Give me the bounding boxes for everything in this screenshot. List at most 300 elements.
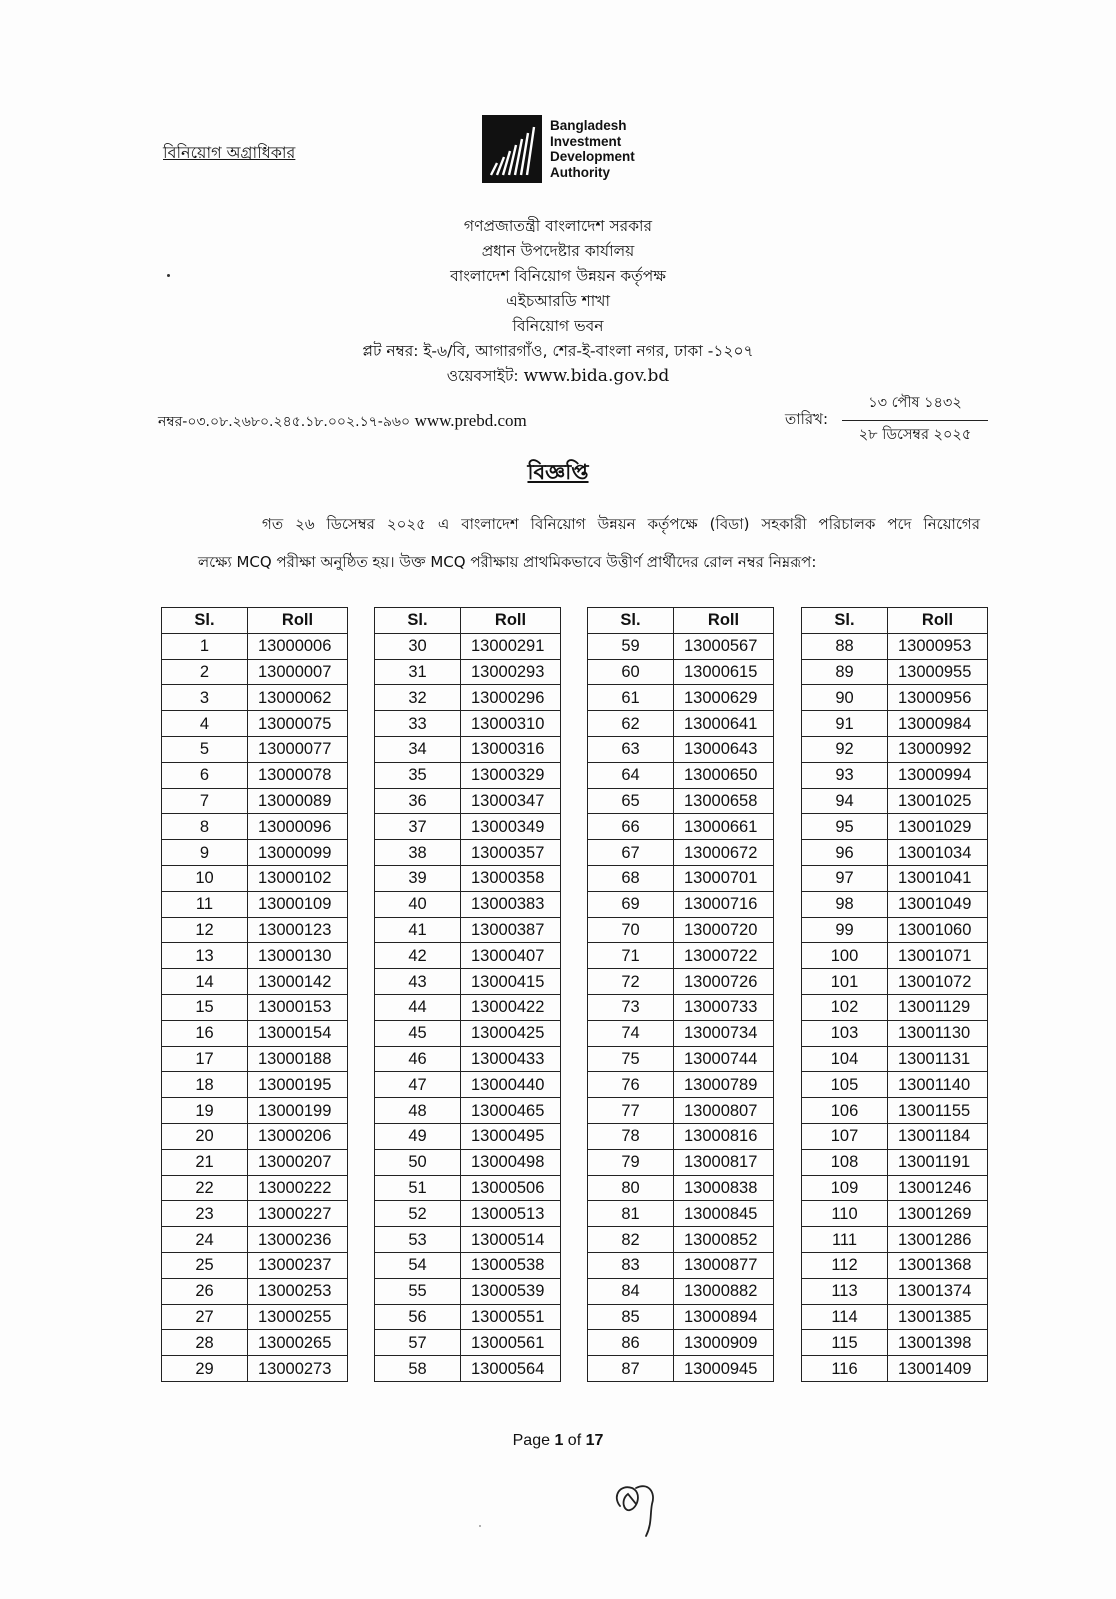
table-row: [375, 1278, 561, 1304]
roll-cell: 13000701: [674, 865, 774, 891]
logo-line: Authority: [550, 164, 610, 180]
table-row: [375, 1149, 561, 1175]
sl-cell: 26: [162, 1278, 248, 1304]
sl-cell: 45: [375, 1020, 461, 1046]
roll-cell: 13001130: [888, 1020, 988, 1046]
table-row: [802, 1046, 988, 1072]
sl-cell: 38: [375, 840, 461, 866]
sl-cell: 37: [375, 814, 461, 840]
table-row: [588, 917, 774, 943]
roll-cell: 13000407: [461, 943, 561, 969]
roll-cell: 13001155: [888, 1098, 988, 1124]
sl-cell: 8: [162, 814, 248, 840]
table-row: [162, 711, 348, 737]
table-row: [802, 685, 988, 711]
roll-cell: 13001385: [888, 1304, 988, 1330]
sl-cell: 19: [162, 1098, 248, 1124]
roll-cell: 13001398: [888, 1330, 988, 1356]
table-row: [375, 865, 561, 891]
roll-cell: 13000075: [248, 711, 348, 737]
roll-cell: 13000347: [461, 788, 561, 814]
roll-cell: 13000273: [248, 1356, 348, 1382]
logo-wordmark: [550, 118, 635, 180]
roll-cell: 13000816: [674, 1123, 774, 1149]
sl-cell: 65: [588, 788, 674, 814]
table-row: [375, 1304, 561, 1330]
roll-cell: 13001049: [888, 891, 988, 917]
sl-cell: 36: [375, 788, 461, 814]
table-row: [375, 1020, 561, 1046]
roll-cell: 13000877: [674, 1252, 774, 1278]
page-current: 1: [554, 1432, 564, 1449]
roll-cell: 13000227: [248, 1201, 348, 1227]
table-row: [375, 994, 561, 1020]
table-row: [162, 1149, 348, 1175]
sl-cell: 14: [162, 969, 248, 995]
website-url: www.bida.gov.bd: [523, 366, 670, 386]
table-row: [802, 1278, 988, 1304]
roll-table: [161, 607, 348, 1382]
table-row: [802, 1201, 988, 1227]
sl-cell: 22: [162, 1175, 248, 1201]
roll-cell: 13000329: [461, 762, 561, 788]
sl-cell: 55: [375, 1278, 461, 1304]
roll-cell: 13001129: [888, 994, 988, 1020]
roll-cell: 13000130: [248, 943, 348, 969]
sl-cell: 113: [802, 1278, 888, 1304]
table-row: [162, 1356, 348, 1382]
table-row: [802, 736, 988, 762]
table-header-row: [802, 608, 988, 634]
date-gregorian: ২৮ ডিসেম্বর ২০২৫: [858, 427, 972, 443]
roll-cell: 13000513: [461, 1201, 561, 1227]
table-row: [588, 659, 774, 685]
sl-cell: 104: [802, 1046, 888, 1072]
roll-cell: 13000945: [674, 1356, 774, 1382]
roll-cell: 13000142: [248, 969, 348, 995]
roll-cell: 13000643: [674, 736, 774, 762]
table-row: [802, 633, 988, 659]
roll-cell: 13001246: [888, 1175, 988, 1201]
sl-cell: 115: [802, 1330, 888, 1356]
sl-cell: 17: [162, 1046, 248, 1072]
office-address-block: [0, 214, 1116, 389]
sl-cell: 64: [588, 762, 674, 788]
roll-cell: 13000006: [248, 633, 348, 659]
roll-cell: 13001368: [888, 1252, 988, 1278]
sl-cell: 77: [588, 1098, 674, 1124]
logo-line: Bangladesh: [550, 118, 627, 133]
roll-cell: 13000658: [674, 788, 774, 814]
sl-cell: 109: [802, 1175, 888, 1201]
website-label: ওয়েবসাইট:: [446, 367, 524, 385]
roll-cell: 13000195: [248, 1072, 348, 1098]
sl-cell: 9: [162, 840, 248, 866]
sl-cell: 31: [375, 659, 461, 685]
roll-cell: 13000716: [674, 891, 774, 917]
table-row: [588, 994, 774, 1020]
department-label: বিনিয়োগ অগ্রাধিকার: [163, 143, 296, 162]
roll-cell: 13000123: [248, 917, 348, 943]
sl-cell: 59: [588, 633, 674, 659]
logo-line: Investment: [550, 133, 622, 149]
sl-cell: 101: [802, 969, 888, 995]
roll-table: [801, 607, 988, 1382]
roll-cell: 13000733: [674, 994, 774, 1020]
table-row: [162, 1046, 348, 1072]
table-row: [588, 633, 774, 659]
sl-cell: 108: [802, 1149, 888, 1175]
sl-cell: 72: [588, 969, 674, 995]
sl-cell: 73: [588, 994, 674, 1020]
roll-cell: 13000154: [248, 1020, 348, 1046]
table-row: [802, 917, 988, 943]
table-row: [588, 711, 774, 737]
roll-cell: 13000564: [461, 1356, 561, 1382]
sl-cell: 102: [802, 994, 888, 1020]
table-row: [375, 1252, 561, 1278]
sl-cell: 103: [802, 1020, 888, 1046]
roll-cell: 13000650: [674, 762, 774, 788]
table-row: [802, 1020, 988, 1046]
table-row: [162, 1278, 348, 1304]
table-row: [588, 1227, 774, 1253]
sl-header: Sl.: [162, 608, 248, 634]
sl-cell: 87: [588, 1356, 674, 1382]
sl-cell: 93: [802, 762, 888, 788]
building-line: বিনিয়োগ ভবন: [512, 317, 604, 335]
sl-cell: 7: [162, 788, 248, 814]
table-row: [162, 788, 348, 814]
logo-line: Development: [550, 149, 635, 164]
table-row: [588, 685, 774, 711]
sl-cell: 63: [588, 736, 674, 762]
roll-cell: 13000955: [888, 659, 988, 685]
roll-cell: 13000994: [888, 762, 988, 788]
table-row: [802, 788, 988, 814]
table-row: [375, 1330, 561, 1356]
table-row: [162, 1020, 348, 1046]
roll-cell: 13001191: [888, 1149, 988, 1175]
roll-cell: 13000293: [461, 659, 561, 685]
roll-cell: 13000514: [461, 1227, 561, 1253]
roll-cell: 13000422: [461, 994, 561, 1020]
sl-cell: 90: [802, 685, 888, 711]
table-row: [375, 633, 561, 659]
table-row: [162, 943, 348, 969]
roll-cell: 13000909: [674, 1330, 774, 1356]
table-row: [375, 1175, 561, 1201]
table-row: [588, 840, 774, 866]
roll-cell: 13001025: [888, 788, 988, 814]
table-row: [162, 633, 348, 659]
roll-cell: 13000291: [461, 633, 561, 659]
roll-cell: 13000222: [248, 1175, 348, 1201]
table-row: [162, 891, 348, 917]
roll-cell: 13000539: [461, 1278, 561, 1304]
scan-speck: [479, 1525, 481, 1527]
table-row: [375, 814, 561, 840]
sl-cell: 71: [588, 943, 674, 969]
roll-header: Roll: [888, 608, 988, 634]
roll-cell: 13000845: [674, 1201, 774, 1227]
table-row: [802, 840, 988, 866]
table-row: [588, 1046, 774, 1072]
table-row: [375, 659, 561, 685]
table-row: [802, 1356, 988, 1382]
sl-cell: 18: [162, 1072, 248, 1098]
roll-cell: 13000567: [674, 633, 774, 659]
sl-cell: 110: [802, 1201, 888, 1227]
sl-cell: 97: [802, 865, 888, 891]
table-row: [375, 917, 561, 943]
sl-cell: 105: [802, 1072, 888, 1098]
table-row: [588, 1098, 774, 1124]
page-of: of: [563, 1432, 586, 1449]
table-row: [802, 1098, 988, 1124]
roll-cell: 13000237: [248, 1252, 348, 1278]
roll-cell: 13001131: [888, 1046, 988, 1072]
table-row: [802, 1304, 988, 1330]
roll-header: Roll: [674, 608, 774, 634]
table-row: [802, 969, 988, 995]
memo-reference: [158, 410, 527, 434]
table-row: [375, 1098, 561, 1124]
table-row: [162, 1123, 348, 1149]
date-label: তারিখ:: [785, 410, 829, 428]
memo-number: নম্বর-০৩.০৮.২৬৮০.২৪৫.১৮.০০২.১৭-৯৬০: [158, 414, 411, 430]
roll-cell: 13000310: [461, 711, 561, 737]
table-row: [588, 943, 774, 969]
roll-cell: 13000956: [888, 685, 988, 711]
table-row: [588, 891, 774, 917]
sl-cell: 66: [588, 814, 674, 840]
table-row: [375, 1227, 561, 1253]
sl-cell: 35: [375, 762, 461, 788]
sl-cell: 52: [375, 1201, 461, 1227]
sl-cell: 24: [162, 1227, 248, 1253]
roll-cell: 13000498: [461, 1149, 561, 1175]
sl-cell: 34: [375, 736, 461, 762]
roll-cell: 13000615: [674, 659, 774, 685]
sl-cell: 20: [162, 1123, 248, 1149]
sl-cell: 84: [588, 1278, 674, 1304]
table-row: [375, 788, 561, 814]
table-row: [802, 1330, 988, 1356]
roll-cell: 13001286: [888, 1227, 988, 1253]
table-row: [162, 1072, 348, 1098]
sl-cell: 70: [588, 917, 674, 943]
table-row: [588, 1123, 774, 1149]
sl-cell: 40: [375, 891, 461, 917]
table-row: [162, 994, 348, 1020]
roll-cell: 13000078: [248, 762, 348, 788]
roll-cell: 13000349: [461, 814, 561, 840]
roll-cell: 13001184: [888, 1123, 988, 1149]
sl-cell: 1: [162, 633, 248, 659]
table-row: [802, 891, 988, 917]
table-row: [588, 1201, 774, 1227]
table-row: [802, 1149, 988, 1175]
notice-paragraph-line-2: লক্ষ্যে MCQ পরীক্ষা অনুষ্ঠিত হয়। উক্ত MCQ পরীক্ষায় প্রাথমিকভাবে উত্তীর্ণ প্রার্থীদের রোল নম্বর নিম্নরূপ:: [198, 553, 817, 571]
notice-paragraph-line-1: গত ২৬ ডিসেম্বর ২০২৫ এ বাংলাদেশ বিনিয়োগ উন্নয়ন কর্তৃপক্ষে (বিডা) সহকারী পরিচালক পদে নিয়োগের: [262, 515, 980, 533]
sl-cell: 88: [802, 633, 888, 659]
sl-cell: 48: [375, 1098, 461, 1124]
roll-cell: 13000199: [248, 1098, 348, 1124]
roll-cell: 13001072: [888, 969, 988, 995]
sl-header: Sl.: [588, 608, 674, 634]
roll-cell: 13000882: [674, 1278, 774, 1304]
roll-cell: 13000102: [248, 865, 348, 891]
sl-cell: 75: [588, 1046, 674, 1072]
roll-cell: 13000720: [674, 917, 774, 943]
table-row: [802, 943, 988, 969]
sl-cell: 80: [588, 1175, 674, 1201]
roll-cell: 13000188: [248, 1046, 348, 1072]
sl-cell: 47: [375, 1072, 461, 1098]
table-row: [802, 865, 988, 891]
page-prefix: Page: [512, 1432, 555, 1449]
sl-cell: 85: [588, 1304, 674, 1330]
roll-cell: 13000096: [248, 814, 348, 840]
sl-cell: 41: [375, 917, 461, 943]
government-line: গণপ্রজাতন্ত্রী বাংলাদেশ সরকার: [463, 217, 653, 235]
roll-cell: 13000387: [461, 917, 561, 943]
roll-cell: 13001140: [888, 1072, 988, 1098]
website-line: [0, 364, 1116, 389]
table-row: [588, 1252, 774, 1278]
roll-cell: 13000641: [674, 711, 774, 737]
table-row: [162, 685, 348, 711]
sl-cell: 61: [588, 685, 674, 711]
sl-cell: 74: [588, 1020, 674, 1046]
roll-cell: 13000465: [461, 1098, 561, 1124]
table-row: [588, 736, 774, 762]
table-row: [588, 865, 774, 891]
sl-cell: 25: [162, 1252, 248, 1278]
roll-cell: 13000296: [461, 685, 561, 711]
scan-speck: [167, 274, 170, 277]
sl-cell: 10: [162, 865, 248, 891]
sl-cell: 39: [375, 865, 461, 891]
sl-cell: 89: [802, 659, 888, 685]
sl-cell: 60: [588, 659, 674, 685]
table-row: [162, 814, 348, 840]
sl-cell: 42: [375, 943, 461, 969]
notice-title: [0, 456, 1116, 491]
sl-cell: 12: [162, 917, 248, 943]
sl-cell: 91: [802, 711, 888, 737]
sl-cell: 95: [802, 814, 888, 840]
table-row: [802, 762, 988, 788]
table-row: [588, 788, 774, 814]
sl-cell: 78: [588, 1123, 674, 1149]
table-row: [588, 1072, 774, 1098]
sl-cell: 100: [802, 943, 888, 969]
table-row: [162, 969, 348, 995]
authority-line: বাংলাদেশ বিনিয়োগ উন্নয়ন কর্তৃপক্ষ: [450, 267, 666, 285]
sl-cell: 82: [588, 1227, 674, 1253]
roll-cell: 13000440: [461, 1072, 561, 1098]
roll-table: [374, 607, 561, 1382]
sl-cell: 53: [375, 1227, 461, 1253]
sl-cell: 98: [802, 891, 888, 917]
roll-cell: 13000807: [674, 1098, 774, 1124]
roll-cell: 13000099: [248, 840, 348, 866]
sl-cell: 99: [802, 917, 888, 943]
roll-cell: 13000838: [674, 1175, 774, 1201]
sl-cell: 116: [802, 1356, 888, 1382]
branch-line: এইচআরডি শাখা: [506, 292, 610, 310]
table-row: [162, 736, 348, 762]
sl-cell: 92: [802, 736, 888, 762]
roll-header: Roll: [248, 608, 348, 634]
roll-cell: 13000357: [461, 840, 561, 866]
roll-cell: 13000089: [248, 788, 348, 814]
sl-cell: 56: [375, 1304, 461, 1330]
table-row: [375, 685, 561, 711]
table-row: [375, 1201, 561, 1227]
sl-cell: 111: [802, 1227, 888, 1253]
roll-cell: 13000561: [461, 1330, 561, 1356]
sl-cell: 58: [375, 1356, 461, 1382]
roll-cell: 13000744: [674, 1046, 774, 1072]
table-row: [802, 1175, 988, 1201]
roll-cell: 13001374: [888, 1278, 988, 1304]
sl-cell: 107: [802, 1123, 888, 1149]
table-row: [375, 711, 561, 737]
roll-cell: 13000206: [248, 1123, 348, 1149]
sl-cell: 11: [162, 891, 248, 917]
table-row: [375, 1123, 561, 1149]
sl-cell: 44: [375, 994, 461, 1020]
table-row: [162, 1098, 348, 1124]
table-row: [162, 1227, 348, 1253]
sl-cell: 76: [588, 1072, 674, 1098]
bida-logo-icon: [482, 115, 542, 183]
table-row: [588, 1175, 774, 1201]
sl-cell: 62: [588, 711, 674, 737]
table-row: [375, 1046, 561, 1072]
table-row: [802, 1227, 988, 1253]
table-row: [802, 659, 988, 685]
roll-cell: 13001034: [888, 840, 988, 866]
roll-cell: 13000953: [888, 633, 988, 659]
table-row: [162, 917, 348, 943]
table-row: [375, 943, 561, 969]
table-row: [162, 659, 348, 685]
table-row: [375, 891, 561, 917]
roll-cell: 13000109: [248, 891, 348, 917]
table-row: [588, 1278, 774, 1304]
sl-cell: 83: [588, 1252, 674, 1278]
roll-cell: 13000236: [248, 1227, 348, 1253]
roll-cell: 13000255: [248, 1304, 348, 1330]
sl-cell: 5: [162, 736, 248, 762]
roll-cell: 13000415: [461, 969, 561, 995]
roll-cell: 13000789: [674, 1072, 774, 1098]
table-row: [162, 840, 348, 866]
roll-cell: 13000992: [888, 736, 988, 762]
table-row: [162, 1175, 348, 1201]
office-line: প্রধান উপদেষ্টার কার্যালয়: [481, 242, 635, 260]
sl-cell: 2: [162, 659, 248, 685]
roll-cell: 13001029: [888, 814, 988, 840]
roll-cell: 13000538: [461, 1252, 561, 1278]
signature-icon: [606, 1476, 666, 1538]
roll-cell: 13000007: [248, 659, 348, 685]
sl-cell: 30: [375, 633, 461, 659]
